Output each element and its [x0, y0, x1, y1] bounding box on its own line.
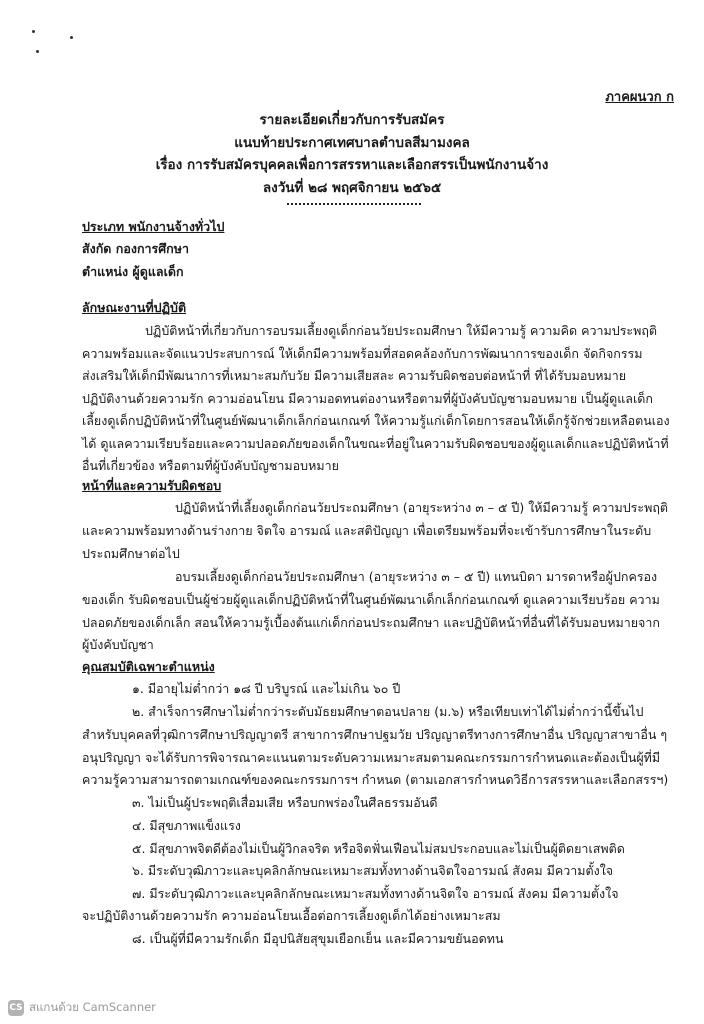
- qualification-item: ๔. มีสุขภาพแข็งแรง: [132, 818, 241, 833]
- qualification-item: ๒. สำเร็จการศึกษาไม่ต่ำกว่าระดับมัธยมศึกษาตอนปลาย (ม.๖) หรือเทียบเท่าได้ไม่ต่ำกว่านี้ขึ้นไป: [132, 704, 644, 719]
- job-nature-heading: ลักษณะงานที่ปฏิบัติ: [82, 300, 187, 315]
- camscanner-icon: CS: [8, 1000, 24, 1016]
- qualification-item: อนุปริญญา จะได้รับการพิจารณาคะแนนตามระดับความเหมาะสมตามคณะกรรมการกำหนดและต้องเป็นผู้ที่มี: [82, 750, 661, 765]
- duties-line: อบรมเลี้ยงดูเด็กก่อนวัยประถมศึกษา (อายุระหว่าง ๓ – ๕ ปี) แทนบิดา มารดาหรือผู้ปกครอง: [175, 569, 658, 584]
- duties-line: ของเด็ก รับผิดชอบเป็นผู้ช่วยผู้ดูแลเด็กปฏิบัติหน้าที่ในศูนย์พัฒนาเด็กเล็กก่อนเกณฑ์ ดูแลความเรียบร้อย ความ: [82, 592, 660, 607]
- duties-line: ปฏิบัติหน้าที่เลี้ยงดูเด็กก่อนวัยประถมศึกษา (อายุระหว่าง ๓ – ๕ ปี) ให้มีความรู้ ความประพฤติ: [175, 500, 669, 515]
- speck: [36, 50, 39, 53]
- job-nature-line: ปฏิบัติหน้าที่เกี่ยวกับการอบรมเลี้ยงดูเด็กก่อนวัยประถมศึกษา ให้มีความรู้ ความคิด ความประพฤติ: [145, 323, 658, 338]
- document-title: รายละเอียดเกี่ยวกับการรับสมัคร: [259, 112, 445, 128]
- qualification-item: ๘. เป็นผู้ที่มีความรักเด็ก มีอุปนิสัยสุขุมเยือกเย็น และมีความขยันอดทน: [132, 931, 504, 946]
- job-nature-line: อื่นที่เกี่ยวข้อง หรือตามที่ผู้บังคับบัญชามอบหมาย: [82, 458, 339, 473]
- position-department: สังกัด กองการศึกษา: [82, 241, 190, 256]
- qualification-item: ๓. ไม่เป็นผู้ประพฤติเสื่อมเสีย หรือบกพร่องในศีลธรรมอันดี: [132, 795, 438, 810]
- qualification-item: ๖. มีระดับวุฒิภาวะและบุคลิกลักษณะเหมาะสมทั้งทางด้านจิตใจอารมณ์ สังคม มีความตั้งใจ: [132, 863, 614, 878]
- duties-line: ประถมศึกษาต่อไป: [82, 546, 180, 561]
- job-nature-line: ความพร้อมและจัดแนวประสบการณ์ ให้เด็กมีความพร้อมที่สอดคล้องกับการพัฒนาการของเด็ก จัดกิจกรรม: [82, 346, 643, 361]
- duties-line: ปลอดภัยของเด็กเล็ก สอนให้ความรู้เบื้องต้นแก่เด็กก่อนประถมศึกษา และปฏิบัติหน้าที่อื่นที่ได้รับมอบหมายจาก: [82, 615, 660, 630]
- scan-specks: [24, 24, 104, 64]
- camscanner-watermark: [8, 998, 156, 1018]
- position-title: ตำแหน่ง ผู้ดูแลเด็ก: [82, 264, 184, 279]
- dotted-separator: [287, 203, 421, 205]
- duties-heading: หน้าที่และความรับผิดชอบ: [82, 478, 222, 493]
- job-nature-line: ส่งเสริมให้เด็กมีพัฒนาการที่เหมาะสมกับวัย มีความเสียสละ ความรับผิดชอบต่อหน้าที่ ที่ได้รับมอบหมาย: [82, 368, 627, 383]
- job-nature-line: ปฏิบัติงานด้วยความรัก ความอ่อนโยน มีความอดทนต่องานหรือตามที่ผู้บังคับบัญชามอบหมาย เป็นผู้ดูแลเด็ก: [82, 391, 653, 406]
- position-type: ประเภท พนักงานจ้างทั่วไป: [82, 219, 225, 234]
- speck: [70, 36, 73, 39]
- duties-line: และความพร้อมทางด้านร่างกาย จิตใจ อารมณ์ และสติปัญญา เพื่อเตรียมพร้อมที่จะเข้ารับการศึกษาในระดับ: [82, 523, 652, 538]
- qualification-item: สำหรับบุคคลที่วุฒิการศึกษาปริญญาตรี สาขาการศึกษาปฐมวัย ปริญญาตรีทางการศึกษาอื่น ปริญญาสาขาอื่น ๆ: [82, 727, 668, 742]
- duties-line: ผู้บังคับบัญชา: [82, 637, 154, 652]
- watermark-text: สแกนด้วย CamScanner: [29, 1000, 156, 1014]
- qualifications-heading: คุณสมบัติเฉพาะตำแหน่ง: [82, 659, 215, 674]
- document-date: ลงวันที่ ๒๘ พฤศจิกายน ๒๕๖๕: [262, 180, 442, 196]
- document-subject: เรื่อง การรับสมัครบุคคลเพื่อการสรรหาและเลือกสรรเป็นพนักงานจ้าง: [155, 157, 549, 173]
- job-nature-line: เลี้ยงดูเด็กปฏิบัติหน้าที่ในศูนย์พัฒนาเด็กเล็กก่อนเกณฑ์ ให้ความรู้แก่เด็กโดยการสอนให้เด็กรู้จักช่วยเหลือตนเอง: [82, 413, 670, 428]
- annex-label: ภาคผนวก ก: [605, 90, 674, 105]
- qualification-item: ความรู้ความสามารถตามเกณฑ์ของคณะกรรมการฯ กำหนด (ตามเอกสารกำหนดวิธีการสรรหาและเลือกสรรฯ): [82, 772, 669, 787]
- speck: [32, 30, 35, 33]
- qualification-item: ๑. มีอายุไม่ต่ำกว่า ๑๘ ปี บริบูรณ์ และไม่เกิน ๖๐ ปี: [132, 681, 401, 696]
- qualification-item: จะปฏิบัติงานด้วยความรัก ความอ่อนโยนเอื้อต่อการเลี้ยงดูเด็กได้อย่างเหมาะสม: [82, 908, 501, 923]
- document-subtitle: แนบท้ายประกาศเทศบาลตำบลสีมามงคล: [234, 135, 470, 151]
- qualification-item: ๗. มีระดับวุฒิภาวะและบุคลิกลักษณะเหมาะสมทั้งทางด้านจิตใจ อารมณ์ สังคม มีความตั้งใจ: [132, 886, 619, 901]
- qualification-item: ๕. มีสุขภาพจิตดีต้องไม่เป็นผู้วิกลจริต หรือจิตฟั่นเฟือนไม่สมประกอบและไม่เป็นผู้ติดยาเสพติด: [132, 841, 625, 856]
- job-nature-line: ได้ ดูแลความเรียบร้อยและความปลอดภัยของเด็กในขณะที่อยู่ในความรับผิดชอบของผู้ดูแลเด็กและปฏิบัติหน้าที่: [82, 436, 669, 451]
